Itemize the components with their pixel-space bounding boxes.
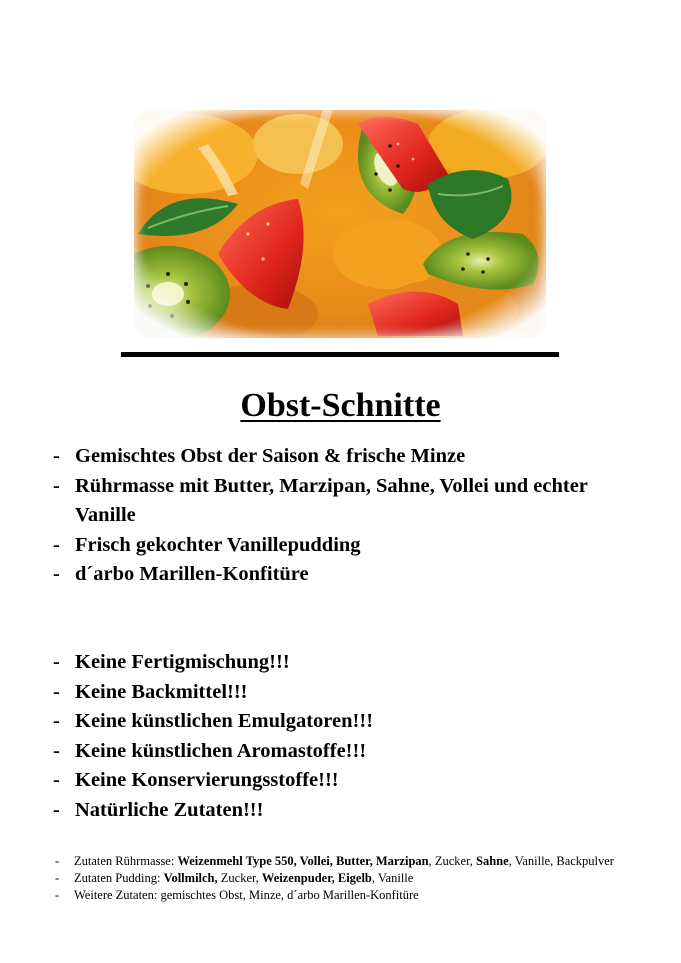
detail-label: Zutaten Pudding: <box>74 871 164 885</box>
list-item: - Gemischtes Obst der Saison & frische Minze <box>0 442 605 472</box>
detail-text: , Zucker, <box>428 854 477 868</box>
ingredient-details-list <box>0 853 614 904</box>
detail-bold: Sahne <box>476 854 509 868</box>
detail-bold: Weizenmehl Type 550, Vollei, Butter, Marzipan <box>177 854 429 868</box>
list-item: - d´arbo Marillen-Konfitüre <box>0 560 605 590</box>
quality-claims-list <box>0 648 605 825</box>
detail-text: , Vanille <box>371 871 414 885</box>
detail-weitere: - Weitere Zutaten: gemischtes Obst, Minze, d´arbo Marillen-Konfitüre <box>0 887 614 904</box>
list-item: - Keine Konservierungsstoffe!!! <box>0 766 605 796</box>
detail-pudding <box>0 870 614 887</box>
list-item: - Keine künstlichen Emulgatoren!!! <box>0 707 605 737</box>
ingredient-list <box>0 442 605 590</box>
list-item: - Natürliche Zutaten!!! <box>0 796 605 826</box>
list-item: - Keine Backmittel!!! <box>0 678 605 708</box>
detail-text: Zucker, <box>217 871 262 885</box>
detail-bold: Weizenpuder, Eigelb <box>261 871 372 885</box>
list-item: - Rührmasse mit Butter, Marzipan, Sahne, Vollei und echter Vanille <box>0 472 605 531</box>
list-item: - Keine künstlichen Aromastoffe!!! <box>0 737 605 767</box>
list-item: - Frisch gekochter Vanillepudding <box>0 531 605 561</box>
detail-bold: Vollmilch, <box>163 871 218 885</box>
fruit-tart-photo <box>128 104 552 344</box>
list-item: - Keine Fertigmischung!!! <box>0 648 605 678</box>
detail-label: Zutaten Rührmasse: <box>74 854 178 868</box>
detail-text: , Vanille, Backpulver <box>508 854 614 868</box>
horizontal-rule <box>121 352 559 357</box>
page-title: Obst-Schnitte <box>240 387 441 424</box>
detail-ruehrmasse <box>0 853 614 870</box>
